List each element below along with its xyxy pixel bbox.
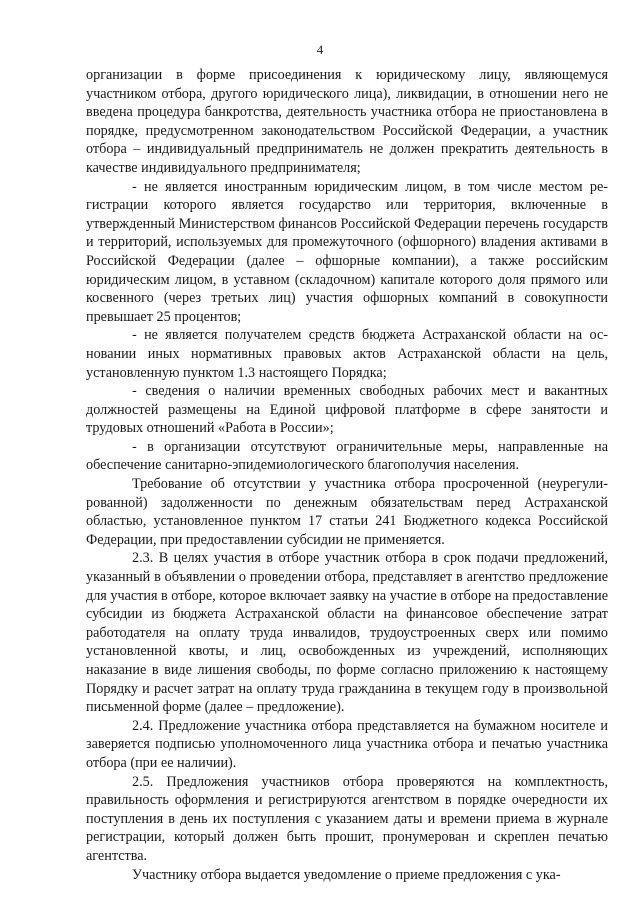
page-number: 4 [316, 42, 324, 57]
paragraph-3: - не является получателем средств бюджета Астраханской области на основании иных нормативных правовых актов Астраханской области на цель, установленную пунктом 1.3 настоящего Порядка; [86, 327, 608, 381]
paragraph-9: 2.5. Предложения участников отбора проверяются на комплектность, правильность оформления и регистрируются агентством в порядке очередности их поступления в день их поступления с указанием даты и времени приема в журнале регистрации, который должен быть прошит, пронумерован и скреплен печатью агентства. [86, 773, 608, 864]
document-body [86, 66, 608, 884]
paragraph-4: - сведения о наличии временных свободных рабочих мест и вакантных должностей размещены на Единой цифровой платформе в сфере занятости и трудовых отношений «Работа в России»; [86, 383, 608, 437]
paragraph-2: - не является иностранным юридическим лицом, в том числе местом регистрации которого является государство или территория, включенные в утвержденный Министерством финансов Российской Федерации перечень государств и территорий, используемых для промежуточного (офшорного) владения активами в Российской Федерации (далее – офшорные компании), а также российским юридическим лицом, в уставном (складочном) капитале которого доля прямого или косвенного (через третьих лиц) участия офшорных компаний в совокупности превышает 25 процентов; [86, 178, 608, 325]
paragraph-8: 2.4. Предложение участника отбора представляется на бумажном носителе и заверяется подписью уполномоченного лица участника отбора и печатью участника отбора (при ее наличии). [86, 717, 608, 771]
paragraph-1: организации в форме присоединения к юридическому лицу, являющемуся участником отбора, другого юридического лица), ликвидации, в отношении него не введена процедура банкротства, деятельность участника отбора не приостановлена в порядке, предусмотренном законодательством Российской Федерации, а участник отбора – индивидуальный предприниматель не должен прекратить деятельность в качестве индивидуального предпринимателя; [86, 67, 608, 176]
paragraph-6: Требование об отсутствии у участника отбора просроченной (неурегулированной) задолженности по денежным обязательствам перед Астраханской областью, установленное пунктом 17 статьи 241 Бюджетного кодекса Российской Федерации, при предоставлении субсидии не применяется. [86, 476, 608, 548]
paragraph-7: 2.3. В целях участия в отборе участник отбора в срок подачи предложений, указанный в объявлении о проведении отбора, представляет в агентство предложение для участия в отборе, которое включает заявку на участие в отборе на предоставление субсидии из бюджета Астраханской области на финансовое обеспечение затрат работодателя на оплату труда инвалидов, трудоустроенных сверх или помимо установленной квоты, и лиц, освобожденных из учреждений, исполняющих наказание в виде лишения свободы, по форме согласно приложению к настоящему Порядку и расчет затрат на оплату труда гражданина в текущем году в произвольной письменной форме (далее – предложение). [86, 550, 608, 716]
paragraph-10: Участнику отбора выдается уведомление о приеме предложения с ука- [132, 866, 561, 883]
paragraph-5: - в организации отсутствуют ограничительные меры, направленные на обеспечение санитарно-эпидемиологического благополучия населения. [86, 438, 608, 474]
